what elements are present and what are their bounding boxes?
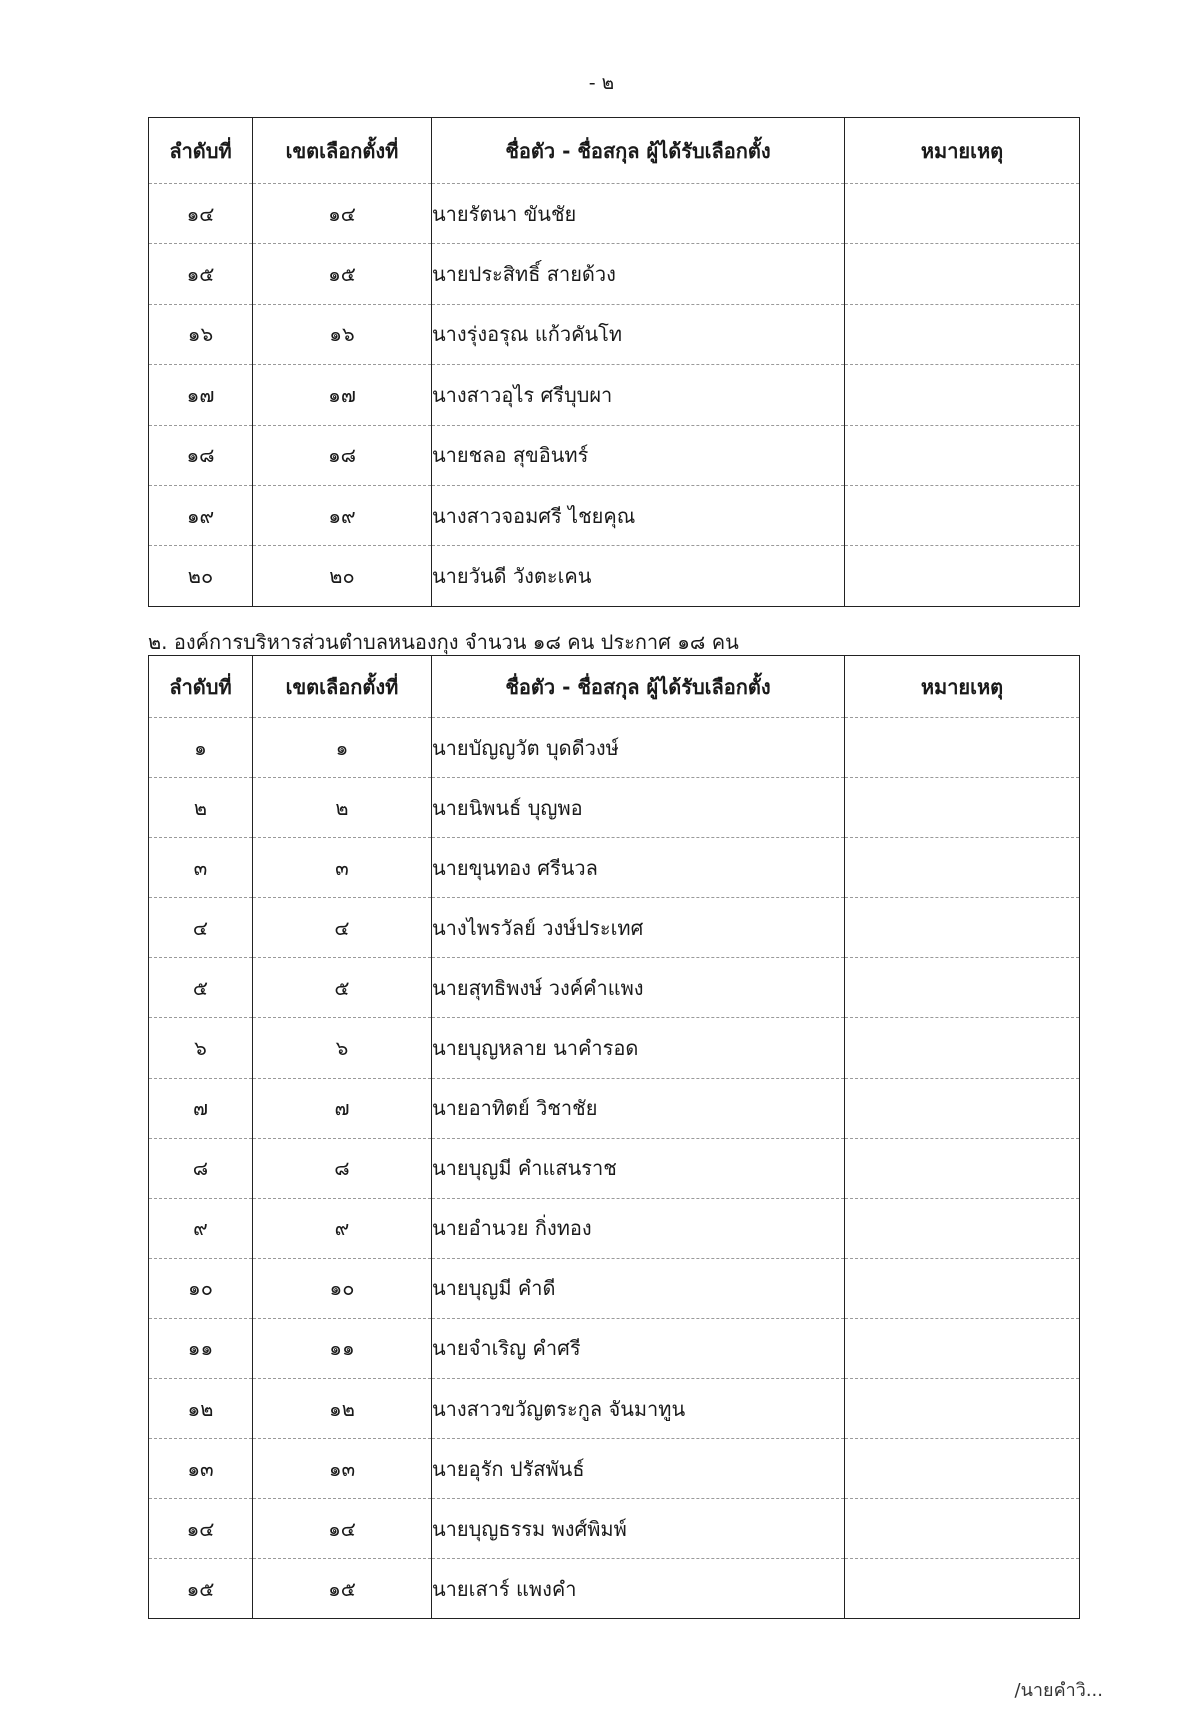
cell-name: นายชลอ สุขอินทร์: [432, 425, 845, 485]
table-row: [149, 184, 1080, 244]
cell-name: นางสาวอุไร ศรีบุบผา: [432, 365, 845, 425]
cell-name: นายจำเริญ คำศรี: [432, 1318, 845, 1378]
cell-district: ๑๘: [253, 425, 432, 485]
table-row: [149, 1318, 1080, 1378]
cell-district: ๑๔: [253, 184, 432, 244]
cell-remark: [845, 485, 1080, 545]
cell-name: นายบุญมี คำดี: [432, 1258, 845, 1318]
cell-name: นางสาวขวัญตระกูล จันมาทูน: [432, 1379, 845, 1439]
cell-district: ๖: [253, 1018, 432, 1078]
cell-seq: ๓: [149, 838, 253, 898]
table-row: [149, 1559, 1080, 1619]
cell-seq: ๑๕: [149, 244, 253, 304]
cell-name: นายสุทธิพงษ์ วงค์คำแพง: [432, 958, 845, 1018]
cell-remark: [845, 1439, 1080, 1499]
table-header-row: [149, 656, 1080, 718]
table-row: [149, 365, 1080, 425]
continuation-note: /นายคำวิ...: [1014, 1680, 1103, 1701]
cell-district: ๑๖: [253, 304, 432, 364]
results-table-2: [148, 655, 1080, 1619]
table-row: [149, 1379, 1080, 1439]
table-row: [149, 778, 1080, 838]
cell-district: ๑๓: [253, 1439, 432, 1499]
cell-remark: [845, 1499, 1080, 1559]
cell-district: ๑๐: [253, 1258, 432, 1318]
page-number: - ๒: [588, 72, 615, 94]
cell-remark: [845, 1559, 1080, 1619]
cell-district: ๘: [253, 1138, 432, 1198]
table-row: [149, 1439, 1080, 1499]
table-row: [149, 425, 1080, 485]
cell-remark: [845, 184, 1080, 244]
cell-name: นายประสิทธิ์ สายด้วง: [432, 244, 845, 304]
cell-district: ๕: [253, 958, 432, 1018]
cell-name: นายอำนวย กิ่งทอง: [432, 1198, 845, 1258]
table-row: [149, 898, 1080, 958]
cell-seq: ๑๔: [149, 184, 253, 244]
cell-seq: ๑: [149, 718, 253, 778]
header-remark: หมายเหตุ: [845, 118, 1080, 184]
cell-seq: ๗: [149, 1078, 253, 1138]
table-row: [149, 838, 1080, 898]
cell-remark: [845, 1018, 1080, 1078]
cell-district: ๑๑: [253, 1318, 432, 1378]
cell-name: นางรุ่งอรุณ แก้วคันโท: [432, 304, 845, 364]
results-table-1: [148, 117, 1080, 607]
cell-seq: ๑๒: [149, 1379, 253, 1439]
table-row: [149, 1018, 1080, 1078]
table-header-row: [149, 118, 1080, 184]
cell-seq: ๑๖: [149, 304, 253, 364]
table-row: [149, 958, 1080, 1018]
cell-seq: ๑๗: [149, 365, 253, 425]
cell-seq: ๑๔: [149, 1499, 253, 1559]
cell-seq: ๑๑: [149, 1318, 253, 1378]
cell-remark: [845, 304, 1080, 364]
cell-name: นายขุนทอง ศรีนวล: [432, 838, 845, 898]
cell-seq: ๑๘: [149, 425, 253, 485]
cell-name: นายบุญมี คำแสนราช: [432, 1138, 845, 1198]
cell-district: ๒: [253, 778, 432, 838]
table-row: [149, 1078, 1080, 1138]
header-district: เขตเลือกตั้งที่: [253, 118, 432, 184]
cell-remark: [845, 1198, 1080, 1258]
table-row: [149, 304, 1080, 364]
table-row: [149, 485, 1080, 545]
cell-seq: ๘: [149, 1138, 253, 1198]
cell-remark: [845, 1078, 1080, 1138]
table-row: [149, 546, 1080, 606]
cell-district: ๓: [253, 838, 432, 898]
cell-remark: [845, 1318, 1080, 1378]
cell-district: ๑๕: [253, 1559, 432, 1619]
cell-district: ๑: [253, 718, 432, 778]
cell-name: นายบัญญวัต บุดดีวงษ์: [432, 718, 845, 778]
table-row: [149, 244, 1080, 304]
cell-remark: [845, 718, 1080, 778]
header-name: ชื่อตัว - ชื่อสกุล ผู้ได้รับเลือกตั้ง: [432, 656, 845, 718]
cell-remark: [845, 838, 1080, 898]
table-row: [149, 1499, 1080, 1559]
table-row: [149, 1138, 1080, 1198]
cell-seq: ๙: [149, 1198, 253, 1258]
header-remark: หมายเหตุ: [845, 656, 1080, 718]
cell-district: ๗: [253, 1078, 432, 1138]
cell-name: นายรัตนา ขันชัย: [432, 184, 845, 244]
cell-name: นายบุญธรรม พงศ์พิมพ์: [432, 1499, 845, 1559]
cell-remark: [845, 1138, 1080, 1198]
cell-name: นายวันดี วังตะเคน: [432, 546, 845, 606]
cell-name: นายอาทิตย์ วิชาชัย: [432, 1078, 845, 1138]
cell-name: นางไพรวัลย์ วงษ์ประเทศ: [432, 898, 845, 958]
cell-seq: ๔: [149, 898, 253, 958]
cell-name: นางสาวจอมศรี ไชยคุณ: [432, 485, 845, 545]
cell-district: ๑๒: [253, 1379, 432, 1439]
cell-remark: [845, 1258, 1080, 1318]
cell-name: นายบุญหลาย นาคำรอด: [432, 1018, 845, 1078]
table-row: [149, 1198, 1080, 1258]
header-seq: ลำดับที่: [149, 118, 253, 184]
cell-remark: [845, 778, 1080, 838]
cell-district: ๒๐: [253, 546, 432, 606]
cell-district: ๑๔: [253, 1499, 432, 1559]
header-name: ชื่อตัว - ชื่อสกุล ผู้ได้รับเลือกตั้ง: [432, 118, 845, 184]
cell-district: ๑๗: [253, 365, 432, 425]
table-row: [149, 1258, 1080, 1318]
cell-name: นายอุรัก ปรัสพันธ์: [432, 1439, 845, 1499]
cell-district: ๑๙: [253, 485, 432, 545]
cell-seq: ๒: [149, 778, 253, 838]
cell-district: ๑๕: [253, 244, 432, 304]
header-district: เขตเลือกตั้งที่: [253, 656, 432, 718]
cell-remark: [845, 425, 1080, 485]
cell-seq: ๖: [149, 1018, 253, 1078]
cell-remark: [845, 546, 1080, 606]
cell-remark: [845, 365, 1080, 425]
table-row: [149, 718, 1080, 778]
cell-name: นายนิพนธ์ บุญพอ: [432, 778, 845, 838]
cell-district: ๙: [253, 1198, 432, 1258]
cell-seq: ๑๙: [149, 485, 253, 545]
header-seq: ลำดับที่: [149, 656, 253, 718]
cell-seq: ๑๐: [149, 1258, 253, 1318]
cell-seq: ๑๕: [149, 1559, 253, 1619]
cell-remark: [845, 1379, 1080, 1439]
cell-seq: ๕: [149, 958, 253, 1018]
cell-remark: [845, 898, 1080, 958]
cell-seq: ๒๐: [149, 546, 253, 606]
cell-name: นายเสาร์ แพงคำ: [432, 1559, 845, 1619]
section-2-heading: ๒. องค์การบริหารส่วนตำบลหนองกุง จำนวน ๑๘ คน ประกาศ ๑๘ คน: [148, 630, 739, 654]
cell-seq: ๑๓: [149, 1439, 253, 1499]
cell-remark: [845, 958, 1080, 1018]
cell-remark: [845, 244, 1080, 304]
cell-district: ๔: [253, 898, 432, 958]
